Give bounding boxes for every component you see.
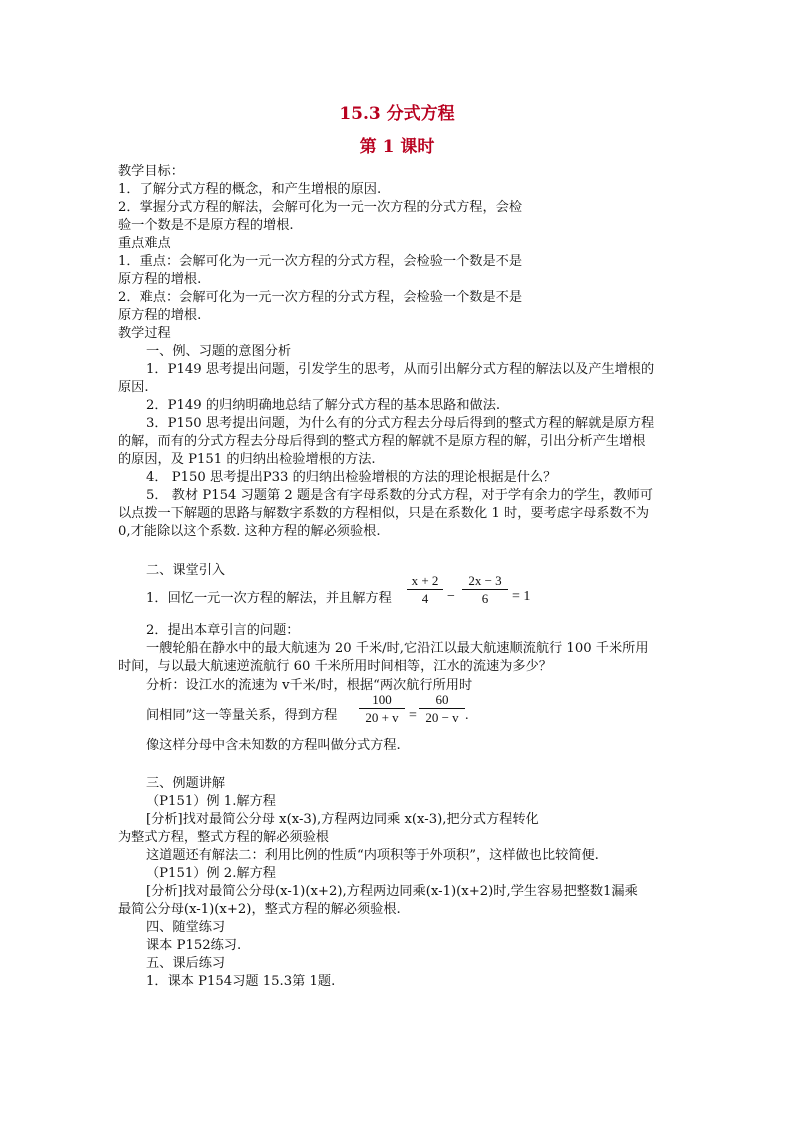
equation2-denominator-b: 20 − v [419, 708, 465, 726]
equation1-fraction-a [407, 573, 443, 607]
text-line: 1．P149 思考提出问题，引发学生的思考，从而引出解分式方程的解法以及产生增根的 [146, 362, 655, 377]
section-heading: 二、课堂引入 [146, 563, 226, 578]
text-line: 验一个数是不是原方程的增根. [118, 218, 294, 233]
text-line: 分析：设江水的流速为 v千米/时，根据“两次航行所用时 [146, 678, 473, 693]
text-line: 最简公分母(x-1)(x+2)，整式方程的解必须验根. [118, 902, 401, 917]
text-line: 1．回忆一元一次方程的解法，并且解方程 [146, 591, 392, 606]
text-line: 0,才能除以这个系数. 这种方程的解必须验根. [118, 524, 381, 539]
text-line: 以点拨一下解题的思路与解数字系数的方程相似，只是在系数化 1 时，要考虑字母系数不为 [118, 506, 650, 521]
equation2-fraction-b [419, 692, 465, 726]
equation2-equals: = [409, 708, 417, 723]
text-line: 原因. [118, 380, 149, 395]
text-line: [分析]找对最简公分母 x(x-3),方程两边同乘 x(x-3),把分式方程转化 [146, 812, 539, 827]
text-line: 2．掌握分式方程的解法，会解可化为一元一次方程的分式方程，会检 [118, 200, 523, 215]
text-line: 这道题还有解法二：利用比例的性质“内项积等于外项积”，这样做也比较简便. [146, 848, 599, 863]
text-line: 5． 教材 P154 习题第 2 题是含有字母系数的分式方程，对于学有余力的学生，教师可 [146, 488, 653, 503]
text-line: 1．课本 P154习题 15.3第 1题. [146, 974, 336, 989]
text-line: 的解，而有的分式方程去分母后得到的整式方程的解就不是原方程的解，引出分析产生增根 [118, 434, 646, 449]
text-line: 3．P150 思考提出问题，为什么有的分式方程去分母后得到的整式方程的解就是原方程 [146, 416, 655, 431]
section-heading: 五、课后练习 [146, 956, 226, 971]
equation1-numerator-b: 2x − 3 [468, 573, 502, 588]
text-line: （P151）例 1.解方程 [146, 794, 276, 809]
text-line: 教学过程 [118, 326, 171, 341]
text-line: 4． P150 思考提出P33 的归纳出检验增根的方法的理论根据是什么？ [146, 470, 557, 485]
text-line: 2．提出本章引言的问题： [146, 623, 300, 638]
text-line: 重点难点 [118, 236, 171, 251]
equation1-rhs: = 1 [512, 589, 531, 604]
text-line: 间相同”这一等量关系，得到方程 [146, 708, 338, 723]
text-line: 的原因，及 P151 的归纳出检验增根的方法. [118, 452, 376, 467]
text-line: 时间，与以最大航速逆流航行 60 千米所用时间相等，江水的流速为多少？ [118, 659, 552, 674]
section-heading: 三、例题讲解 [146, 776, 226, 791]
text-line: 课本 P152练习. [146, 938, 242, 953]
text-line: （P151）例 2.解方程 [146, 866, 276, 881]
text-line: 原方程的增根. [118, 308, 202, 323]
text-line: 2．P149 的归纳明确地总结了解分式方程的基本思路和做法. [146, 398, 501, 413]
text-line: 1．重点：会解可化为一元一次方程的分式方程，会检验一个数是不是 [118, 254, 523, 269]
equation2-numerator-b: 60 [435, 692, 449, 707]
page-title: 15.3 分式方程 [339, 104, 455, 124]
equation2-fraction-a [359, 692, 405, 726]
equation1-fraction-b [462, 573, 508, 607]
equation2-denominator-a: 20 + v [359, 708, 405, 726]
text-line: 原方程的增根. [118, 272, 202, 287]
equation2-numerator-a: 100 [372, 692, 392, 707]
text-line: 像这样分母中含未知数的方程叫做分式方程. [146, 738, 401, 753]
text-line: 教学目标： [118, 164, 184, 179]
section-heading: 四、随堂练习 [146, 920, 226, 935]
equation1-denominator-a: 4 [407, 589, 443, 607]
text-line: 2．难点：会解可化为一元一次方程的分式方程，会检验一个数是不是 [118, 290, 523, 305]
equation1-minus: − [447, 589, 455, 604]
text-line: 1．了解分式方程的概念，和产生增根的原因. [118, 182, 382, 197]
equation1-numerator-a: x + 2 [411, 573, 439, 588]
text-line: [分析]找对最简公分母(x-1)(x+2),方程两边同乘(x-1)(x+2)时,学生容易把整数1漏乘 [146, 884, 638, 899]
text-line: 一、例、习题的意图分析 [146, 344, 292, 359]
page-subtitle: 第 1 课时 [359, 137, 435, 157]
text-line: 为整式方程，整式方程的解必须验根 [118, 830, 329, 845]
equation1-denominator-b: 6 [462, 589, 508, 607]
text-line: 一艘轮船在静水中的最大航速为 20 千米/时,它沿江以最大航速顺流航行 100 千米所用 [146, 641, 649, 656]
equation2-period: . [465, 708, 469, 723]
